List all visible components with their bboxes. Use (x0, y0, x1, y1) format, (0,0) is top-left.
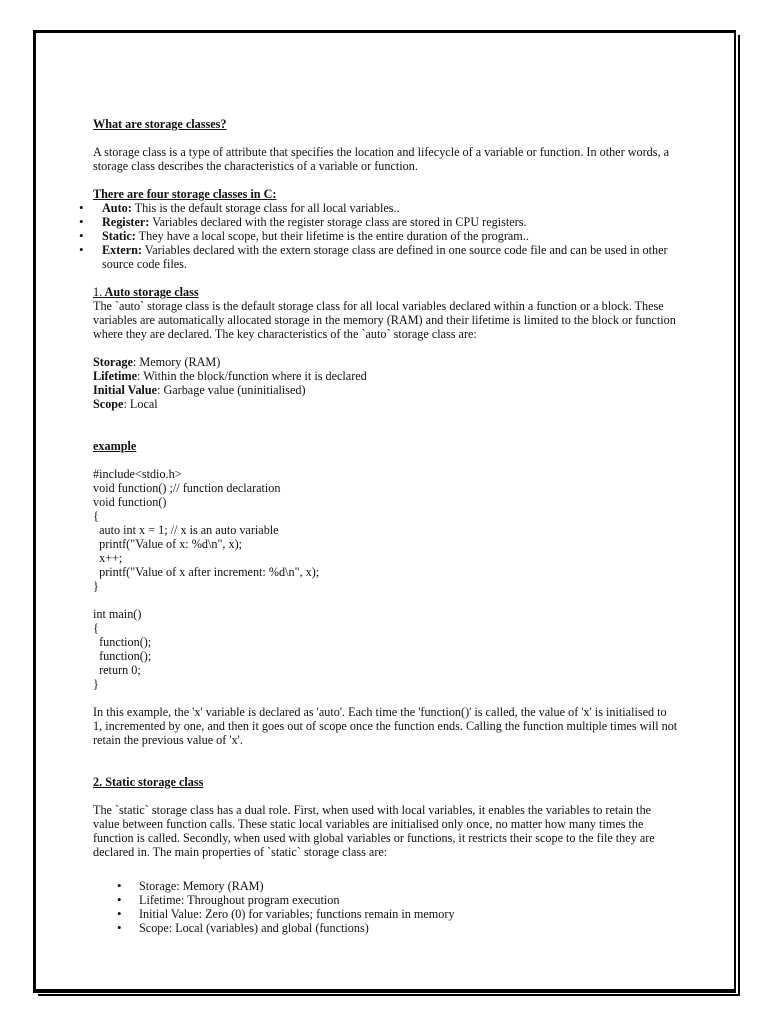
code-line: x++; (93, 551, 123, 565)
code-line: void function() ;// function declaration (93, 481, 281, 495)
code-line: } (93, 579, 99, 593)
storage-class-list (93, 201, 678, 271)
code-line: { (93, 621, 99, 635)
code-line: void function() (93, 495, 167, 509)
heading-auto-class: 1. Auto storage class (93, 285, 199, 299)
list-item: • Storage: Memory (RAM) (139, 879, 678, 893)
code-line: int main() (93, 607, 142, 621)
heading-four-classes: There are four storage classes in C: (93, 187, 277, 201)
example-explanation: In this example, the 'x' variable is declared as 'auto'. Each time the 'function()' is called, the value of 'x' is initialised to 1, incremented by one, and then it goes out of scope once the function ends. Calling the function multiple times will not retain the previous value of 'x'. (93, 705, 678, 747)
list-item: • Scope: Local (variables) and global (functions) (139, 921, 678, 935)
property-row: Scope: Local (93, 397, 158, 411)
list-item: • Initial Value: Zero (0) for variables; functions remain in memory (139, 907, 678, 921)
heading-example: example (93, 439, 137, 453)
intro-paragraph: A storage class is a type of attribute that specifies the location and lifecycle of a variable or function. In other words, a storage class describes the characteristics of a variable or function. (93, 145, 669, 173)
heading-static-class: 2. Static storage class (93, 775, 204, 789)
list-item: • Register: Variables declared with the register storage class are stored in CPU registers. (93, 215, 678, 229)
list-item: • Static: They have a local scope, but their lifetime is the entire duration of the program.. (93, 229, 678, 243)
static-paragraph: The `static` storage class has a dual role. First, when used with local variables, it enables the variables to retain the value between function calls. These static local variables are initialised only once, no matter how many times the function is called. Secondly, when used with global variables or functions, it restricts their scope to the file they are declared in. The main properties of `static` storage class are: (93, 803, 655, 859)
code-line: printf("Value of x after increment: %d\n", x); (93, 565, 320, 579)
code-line: return 0; (93, 663, 141, 677)
code-line: printf("Value of x: %d\n", x); (93, 537, 243, 551)
code-line: function(); (93, 635, 152, 649)
property-row: Initial Value: Garbage value (uninitialised) (93, 383, 306, 397)
document-body (93, 117, 678, 935)
property-row: Storage: Memory (RAM) (93, 355, 221, 369)
auto-paragraph: The `auto` storage class is the default storage class for all local variables declared within a function or a block. These variables are automatically allocated storage in the memory (RAM) and their lifetime is limited to the block or function where they are declared. The key characteristics of the `auto` storage class are: (93, 299, 676, 341)
heading-storage-classes: What are storage classes? (93, 117, 227, 131)
code-line (93, 593, 678, 607)
list-item: • Auto: This is the default storage class for all local variables.. (93, 201, 678, 215)
code-line: function(); (93, 649, 152, 663)
code-line: auto int x = 1; // x is an auto variable (93, 523, 279, 537)
list-item: • Extern: Variables declared with the extern storage class are defined in one source code file and can be used in other source code files. (93, 243, 678, 271)
code-line: } (93, 677, 99, 691)
code-line: #include<stdio.h> (93, 467, 182, 481)
list-item: • Lifetime: Throughout program execution (139, 893, 678, 907)
property-row: Lifetime: Within the block/function where it is declared (93, 369, 367, 383)
code-listing (93, 467, 678, 691)
static-properties-list (93, 879, 678, 935)
auto-properties (93, 355, 678, 411)
code-line: { (93, 509, 99, 523)
